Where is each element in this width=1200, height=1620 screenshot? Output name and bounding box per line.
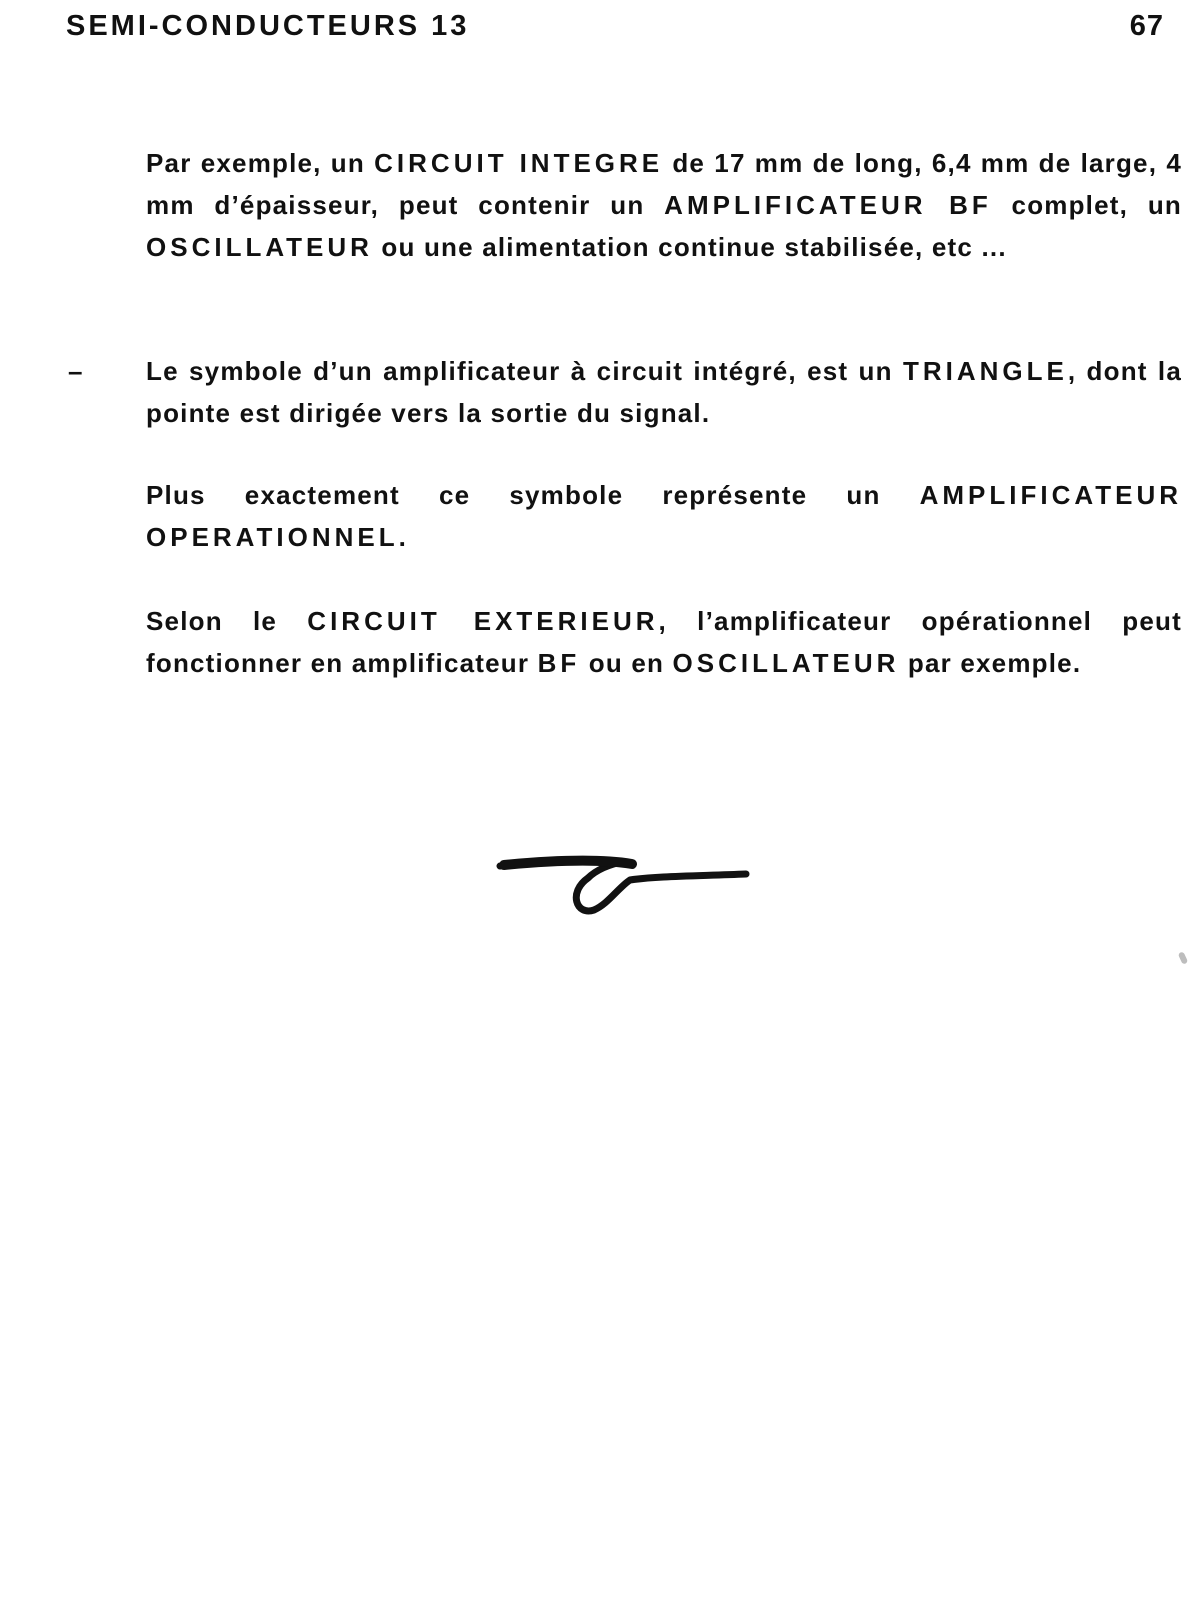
paragraph-external-circuit <box>146 600 1182 684</box>
paragraph-triangle-symbol <box>146 350 1182 434</box>
text-run: Selon le <box>146 606 308 636</box>
text-run: par exemple. <box>899 648 1082 678</box>
text-run: Plus exactement ce symbole représente un <box>146 480 920 510</box>
running-head: SEMI-CONDUCTEURS 13 <box>66 10 470 42</box>
flourish-end-mark-icon <box>496 852 752 950</box>
paragraph-ic-example <box>146 142 1182 268</box>
page-number: 67 <box>1129 10 1164 42</box>
term-amplificateur-operationnel: AMPLIFICATEUR OPERATIONNEL <box>146 480 1182 552</box>
text-run: ou une alimentation continue stabilisée, etc ... <box>372 232 1007 262</box>
paragraph-operational-amplifier <box>146 474 1182 558</box>
term-circuit-exterieur: CIRCUIT EXTERIEUR <box>307 606 659 636</box>
text-run: , l’amplificateur opérationnel peut fonctionner en amplificateur <box>146 606 1182 678</box>
text-run: ou en <box>580 648 673 678</box>
text-run: complet, un <box>991 190 1182 220</box>
term-amplificateur-bf: AMPLIFICATEUR BF <box>664 190 992 220</box>
bullet-dash: – <box>68 356 83 386</box>
text-run: Par exemple, un <box>146 148 375 178</box>
term-triangle: TRIANGLE <box>902 356 1068 386</box>
text-run: . <box>398 522 408 552</box>
text-run: de 17 mm de long, 6,4 mm de large, 4 mm d’épaisseur, peut contenir un <box>146 148 1182 220</box>
term-circuit-integre: CIRCUIT INTEGRE <box>374 148 664 178</box>
text-run: Le symbole d’un amplificateur à circuit intégré, est un <box>146 356 903 386</box>
term-oscillateur: OSCILLATEUR <box>672 648 900 678</box>
term-bf: BF <box>537 648 581 678</box>
term-oscillateur: OSCILLATEUR <box>146 232 373 262</box>
text-run: , dont la pointe est dirigée vers la sortie du signal. <box>146 356 1182 428</box>
scan-speck <box>1178 951 1189 964</box>
